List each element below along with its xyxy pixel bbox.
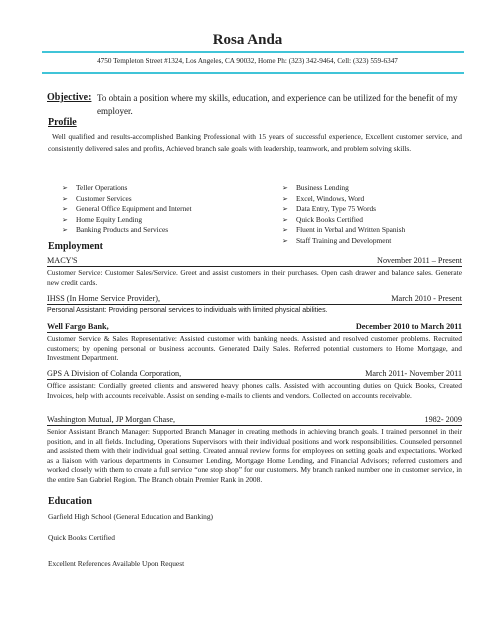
job-dates: November 2011 – Present [377,256,462,265]
job-header [47,294,462,305]
contact-line: 4750 Templeton Street #1324, Los Angeles, CA 90032, Home Ph: (323) 342-9464, Cell: (323) 559-6347 [97,57,398,65]
arrow-bullet-icon: ➢ [282,184,288,192]
skill-item: ➢ Quick Books Certified [282,214,363,224]
skill-item: ➢ Business Lending [282,183,349,192]
arrow-bullet-icon: ➢ [282,226,288,235]
job-entry [47,294,462,316]
arrow-bullet-icon: ➢ [282,236,288,245]
profile-text: Well qualified and results-accomplished Banking Professional with 15 years of successful experience, Excellent customer service, and consistently delivered sales and profits, Achieved branch sale goals with leadership, teamwork, and problem solving skills. [48,132,462,153]
job-entry [47,415,462,485]
job-dates: March 2010 - Present [391,294,462,303]
job-description: Customer Service: Customer Sales/Service. Greet and assist customers in their purchases. Open cash drawer and balance sales. Generate new credit cards. [47,268,462,287]
job-description: Senior Assistant Branch Manager: Supported Branch Manager in creating methods in achieving branch goals. I trained personnel in their position, and in all fields. Including, Operations Supervisors with their individual positions and work responsibilities. Counseled personnel and assisted them with their individual goal setting. Created annual review forms for employees on setting goals and expectations. Worked as a liaison with various departments in Consumer Lending, Mortgage Home Lending, and Financial Advisors; referred customers and worked closely with them to create a full service “one stop shop” for our customers. My branch ranked number one in customer service, in the entire San Gabriel Region. The Branch obtain Premier Rank in 2008. [47,427,462,484]
skills-left-column [62,183,192,236]
profile-heading: Profile [48,117,77,128]
skill-item: ➢ Data Entry, Type 75 Words [282,204,377,214]
arrow-bullet-icon: ➢ [62,205,68,214]
skill-item: ➢ Customer Services [62,193,132,203]
skill-item: ➢ Home Equity Lending [62,214,143,224]
skill-item: ➢ Teller Operations [62,183,128,192]
references-note: Excellent References Available Upon Request [48,559,185,568]
job-header [47,369,462,380]
arrow-bullet-icon: ➢ [62,194,68,203]
education-heading: Education [48,496,92,507]
skills-right-column [282,183,405,247]
header-rule-top [42,51,464,53]
skill-item: ➢ Banking Products and Services [62,225,169,235]
employment-heading: Employment [48,241,103,252]
job-entry [47,322,462,363]
arrow-bullet-icon: ➢ [282,205,288,214]
job-entry [47,256,462,287]
arrow-bullet-icon: ➢ [62,184,68,192]
job-dates: 1982- 2009 [424,415,462,424]
skill-item: ➢ Fluent in Verbal and Written Spanish [282,225,406,235]
job-dates: December 2010 to March 2011 [355,322,462,331]
job-company: Well Fargo Bank, [47,322,109,331]
job-company: Washington Mutual, JP Morgan Chase, [47,415,176,424]
arrow-bullet-icon: ➢ [62,215,68,224]
job-dates: March 2011- November 2011 [365,369,462,378]
job-company: IHSS (In Home Service Provider), [47,294,161,303]
header-rule-bottom [42,72,464,74]
job-header [47,256,462,267]
objective-text: To obtain a position where my skills, education, and experience can be utilized for the benefit of my employer. [97,93,458,116]
education-certification: Quick Books Certified [48,533,115,542]
job-description: Office assistant: Cordially greeted clients and answered heavy phones calls. Assisted with accounting duties on Quick Books, Created Invoices, help with accounts receivable. Assist on sending e-mails to clients and vendors. Collected on accounts receivable. [47,381,462,400]
arrow-bullet-icon: ➢ [282,194,288,203]
arrow-bullet-icon: ➢ [62,226,68,235]
skill-item: ➢ Staff Training and Development [282,235,392,245]
objective-label: Objective: [47,92,92,103]
job-description: Personal Assistant: Providing personal services to individuals with limited physical abilities. [47,307,328,314]
job-description: Customer Service & Sales Representative: Assisted customer with banking needs. Assisted and resolved customer problems. Recruited customers; by opening personal or business accounts. Generated Daily Sales. Referred potential customers to Home Mortgage, and Investment Department. [47,334,462,363]
skill-item: ➢ General Office Equipment and Internet [62,204,192,214]
job-company: GPS A Division of Colanda Corporation, [47,369,182,378]
education-school: Garfield High School (General Education and Banking) [48,512,214,521]
arrow-bullet-icon: ➢ [282,215,288,224]
job-company: MACY'S [47,256,78,265]
resume-name: Rosa Anda [212,32,283,48]
job-header [47,322,462,333]
job-header [47,415,462,426]
job-entry [47,369,462,400]
skill-item: ➢ Excel, Windows, Word [282,193,365,203]
